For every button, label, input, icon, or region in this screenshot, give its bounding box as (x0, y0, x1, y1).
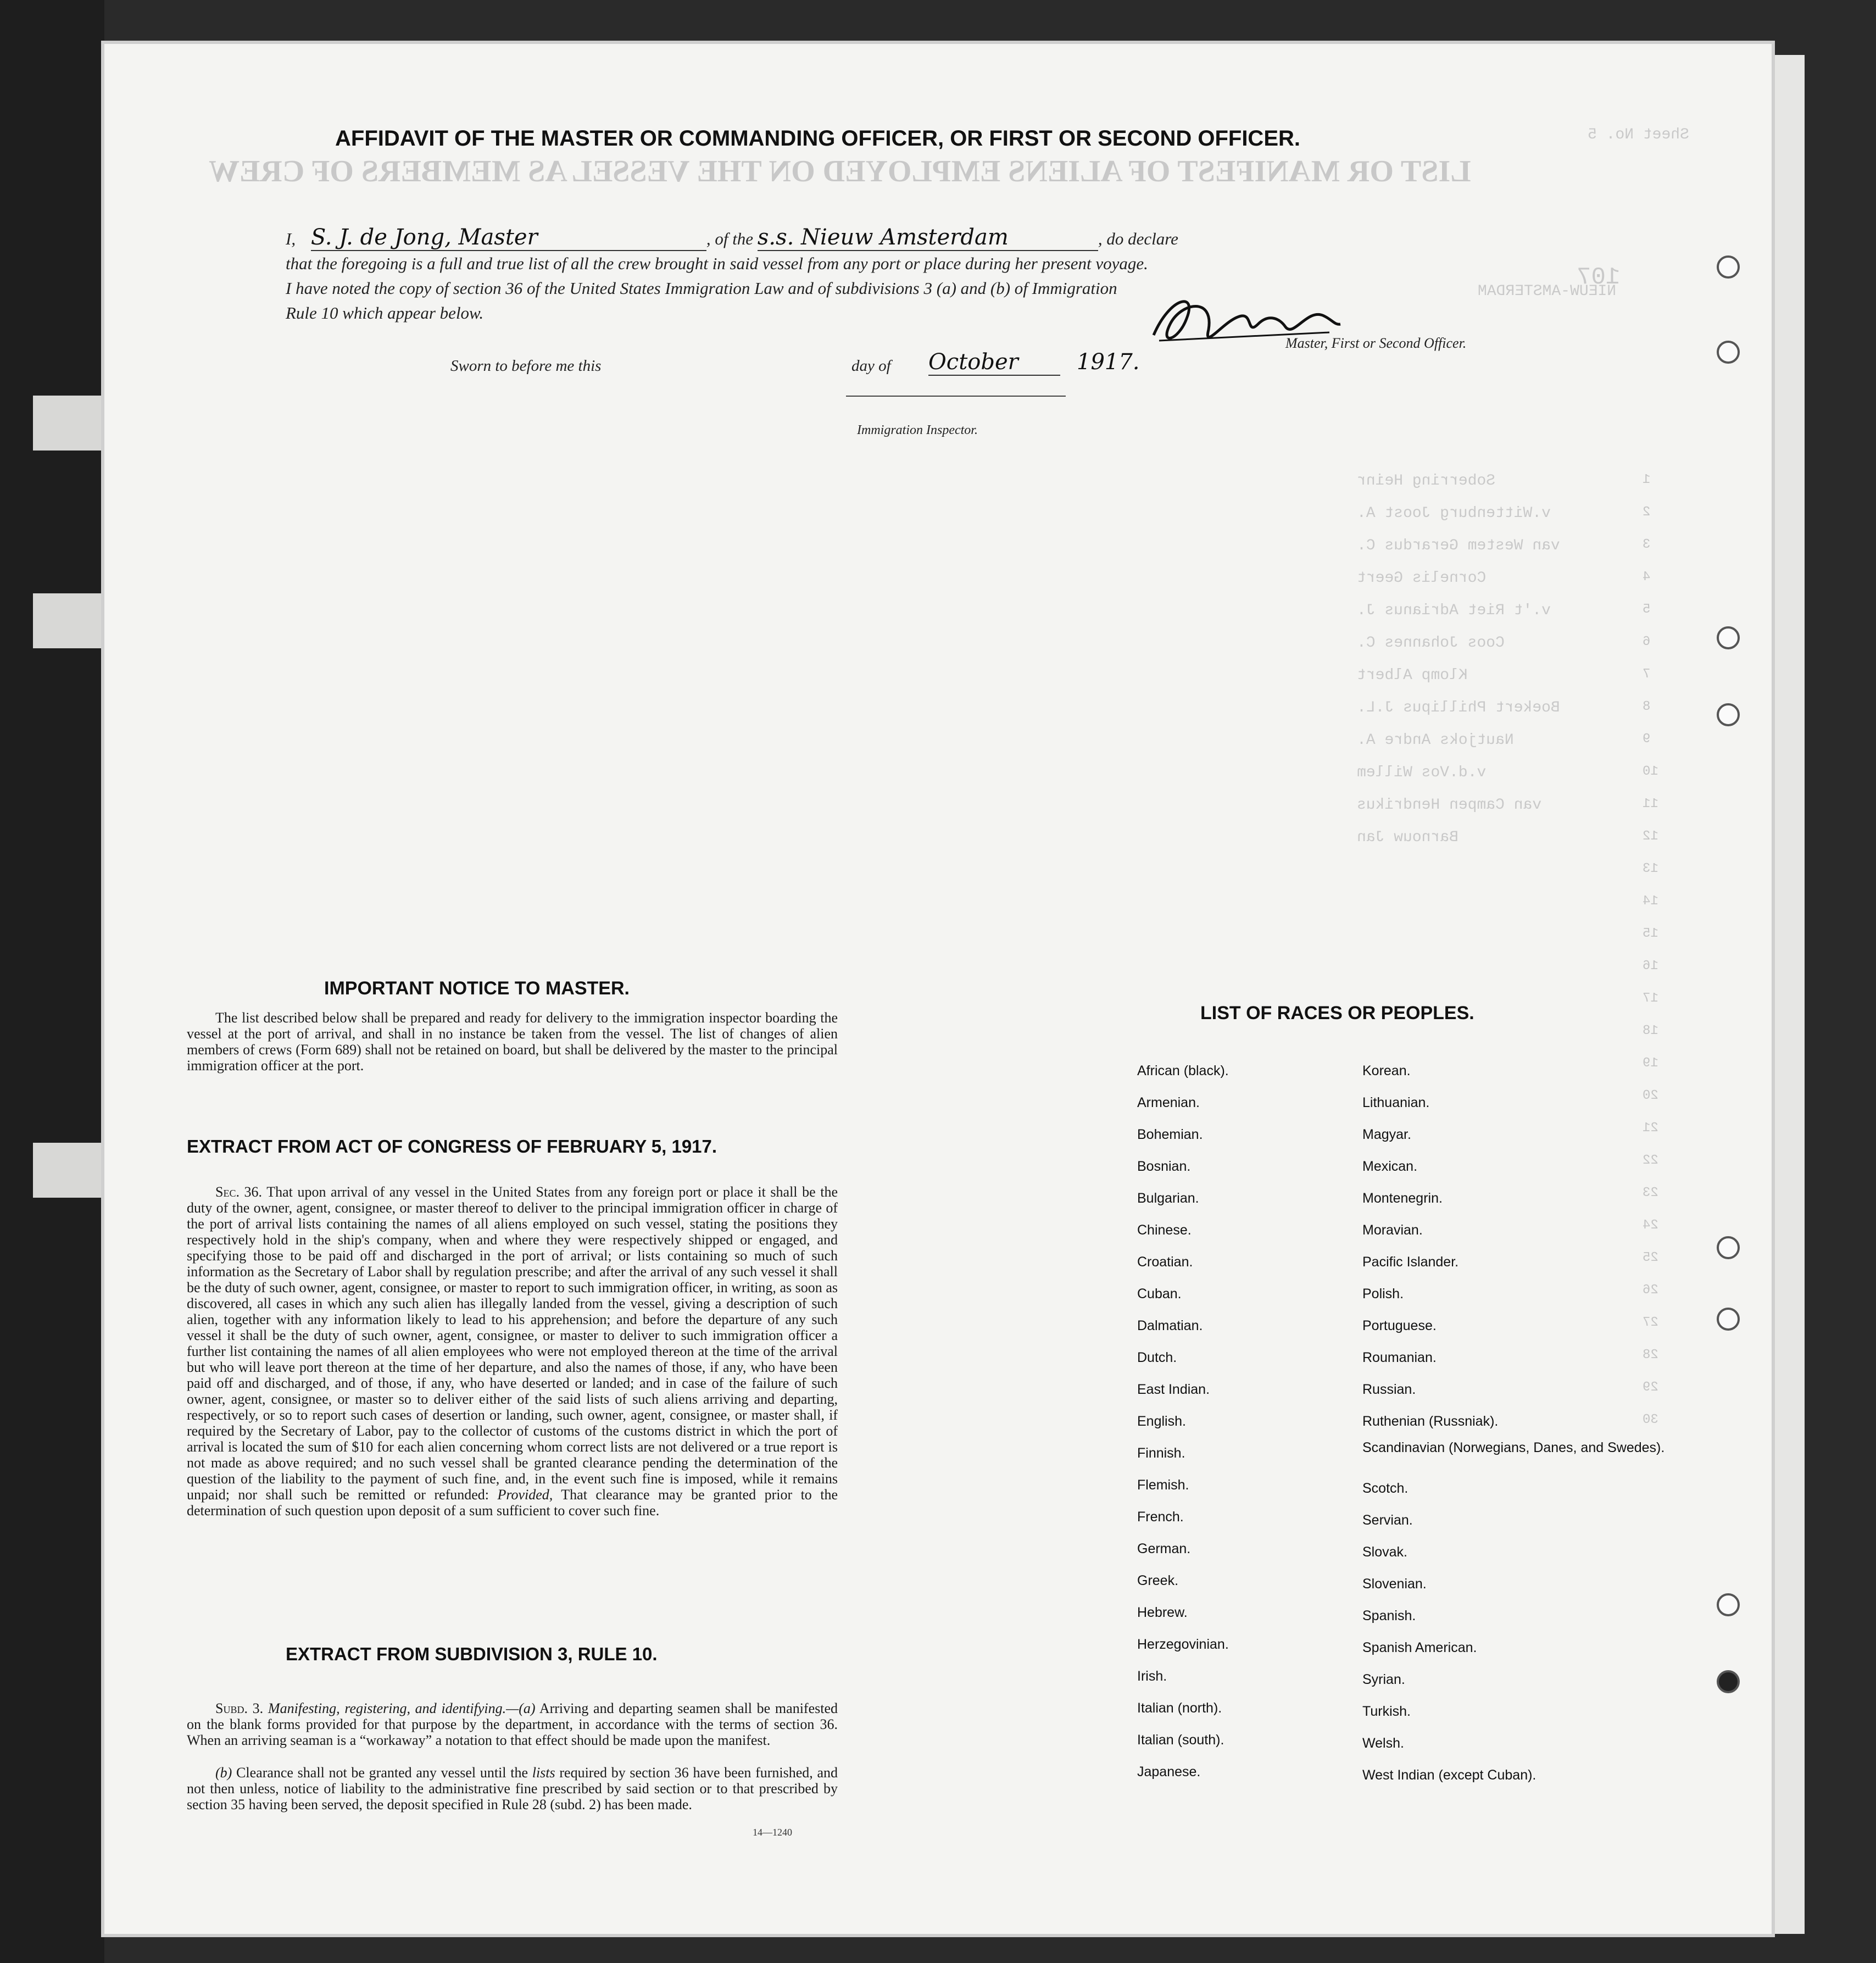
bleed-through-sheet-number: Sheet No. 5 (1588, 126, 1689, 143)
binder-hole (1717, 255, 1740, 279)
clause-b-text-1: Clearance shall not be granted any vessel until the (236, 1765, 528, 1781)
race-item: Russian. (1362, 1382, 1416, 1397)
bleed-row-name: Boekert Phillipus J.L. (1357, 699, 1560, 716)
race-item: Italian (south). (1137, 1732, 1224, 1748)
bleed-row-number: 14 (1643, 894, 1658, 909)
bleed-row-number: 12 (1643, 829, 1658, 844)
binder-hole (1717, 1670, 1740, 1693)
bleed-row-number: 6 (1643, 635, 1651, 649)
binding-tab (33, 593, 104, 648)
master-name-field: S. J. de Jong, Master (311, 225, 706, 251)
binder-hole (1717, 1593, 1740, 1616)
bleed-row-name: Barnouw Jan (1357, 829, 1459, 846)
inspector-signature-line (846, 396, 1066, 397)
affidavit-line-4: Rule 10 which appear below. (286, 303, 484, 322)
race-item: Ruthenian (Russniak). (1362, 1414, 1499, 1429)
clause-a-text: Arriving and departing seamen shall be manifested on the blank forms provided for that purpose by the department, in accordance with the terms of section 36. When an arriving seaman is a “workaway” a notation to that effect should be made upon the manifest. (187, 1700, 838, 1748)
race-item: Irish. (1137, 1669, 1167, 1684)
bleed-row-number: 23 (1643, 1186, 1658, 1200)
race-item: Dalmatian. (1137, 1318, 1203, 1333)
bleed-row-number: 28 (1643, 1348, 1658, 1363)
race-item: Bohemian. (1137, 1127, 1203, 1142)
race-item: Chinese. (1137, 1222, 1192, 1238)
vessel-name-field: s.s. Nieuw Amsterdam (758, 225, 1098, 251)
race-item: Mexican. (1362, 1159, 1418, 1174)
notice-title: IMPORTANT NOTICE TO MASTER. (324, 978, 630, 999)
bleed-row-name: v.'t Riet Adrianus J. (1357, 602, 1551, 619)
race-item: Scandinavian (Norwegians, Danes, and Swedes). (1362, 1440, 1665, 1455)
races-title: LIST OF RACES OR PEOPLES. (1200, 1003, 1474, 1024)
bleed-row-name: Nautjoks Andre A. (1357, 732, 1514, 749)
race-item: Magyar. (1362, 1127, 1411, 1142)
race-item: Servian. (1362, 1512, 1413, 1528)
sworn-text: Sworn to before me this (450, 357, 602, 375)
bleed-through-page-stamp: 107 (1577, 264, 1621, 291)
race-item: Japanese. (1137, 1764, 1201, 1780)
clause-b-label: (b) (215, 1765, 232, 1781)
clause-b-text-2: required by section 36 have been furnished, and not then unless, notice of liability to the administrative fine prescribed by said section or to that prescribed by section 35 having been served, the deposit specified in Rule 28 (subd. 2) has been made. (187, 1765, 838, 1812)
race-item: Bulgarian. (1137, 1191, 1199, 1206)
binding-tab (33, 1143, 104, 1198)
race-item: Slovenian. (1362, 1576, 1427, 1592)
affidavit-line-1 (286, 225, 1566, 251)
bleed-row-name: van Campen Hendrikus (1357, 797, 1542, 814)
bleed-row-number: 16 (1643, 959, 1658, 974)
bleed-row-number: 27 (1643, 1315, 1658, 1330)
page-edge (1772, 55, 1805, 1934)
bleed-row-number: 4 (1643, 570, 1651, 585)
subdivision-heading: Manifesting, registering, and identifying.— (268, 1700, 519, 1716)
provided-text: That clearance may be granted prior to the determination of such question upon deposit of a sum sufficient to cover such fine. (187, 1487, 838, 1519)
bleed-row-number: 15 (1643, 926, 1658, 941)
race-item: Lithuanian. (1362, 1095, 1430, 1110)
affidavit-body (286, 225, 1566, 325)
race-item: Syrian. (1362, 1672, 1405, 1687)
race-item: Flemish. (1137, 1477, 1189, 1493)
race-item: Bosnian. (1137, 1159, 1191, 1174)
bleed-row-name: Cornelis Geert (1357, 570, 1487, 587)
bleed-row-number: 19 (1643, 1056, 1658, 1071)
bleed-row-number: 1 (1643, 472, 1651, 487)
bleed-row-number: 3 (1643, 537, 1651, 552)
bleed-row-name: Coos Johannes C. (1357, 635, 1505, 652)
race-item: Herzegovinian. (1137, 1637, 1229, 1652)
race-item: Portuguese. (1362, 1318, 1437, 1333)
notice-text: The list described below shall be prepared and ready for delivery to the immigration inspector boarding the vessel at the port of arrival, and shall in no instance be taken from the vessel. The list of changes of alien members of crews (Form 689) shall not be retained on board, but shall be delivered by the master to the principal immigration officer at the port. (187, 1010, 838, 1074)
affidavit-i: I, (286, 229, 296, 248)
binder-hole (1717, 1236, 1740, 1259)
affidavit-do-declare: , do declare (1098, 229, 1178, 248)
rule-extract-text-b (187, 1765, 838, 1812)
inspector-label: Immigration Inspector. (857, 423, 978, 437)
races-right-column (1362, 1055, 1665, 1791)
race-item: Armenian. (1137, 1095, 1200, 1110)
affidavit-of-the: , of the (706, 229, 754, 248)
bleed-row-number: 11 (1643, 797, 1658, 811)
race-item: East Indian. (1137, 1382, 1210, 1397)
provided-label: Provided, (497, 1487, 553, 1503)
affidavit-line-2: that the foregoing is a full and true list of all the crew brought in said vessel from any port or place during her present voyage. (286, 254, 1148, 273)
document-page (104, 44, 1772, 1934)
binder-hole (1717, 341, 1740, 364)
affidavit-line-3: I have noted the copy of section 36 of the United States Immigration Law and of subdivisions 3 (a) and (b) of Immigration (286, 279, 1117, 298)
bleed-row-number: 13 (1643, 861, 1658, 876)
bleed-row-number: 8 (1643, 699, 1651, 714)
clause-a-label: (a) (519, 1700, 536, 1716)
bleed-row-number: 29 (1643, 1380, 1658, 1395)
race-item: Finnish. (1137, 1445, 1185, 1461)
bleed-row-name: v.Wittenburg Joost A. (1357, 505, 1551, 522)
bleed-row-number: 24 (1643, 1218, 1658, 1233)
binding-tab (33, 396, 104, 451)
bleed-row-number: 21 (1643, 1121, 1658, 1136)
race-item: Pacific Islander. (1362, 1254, 1459, 1270)
race-item: Roumanian. (1362, 1350, 1437, 1365)
bleed-row-number: 5 (1643, 602, 1651, 617)
bleed-row-number: 18 (1643, 1024, 1658, 1038)
race-item: Italian (north). (1137, 1700, 1222, 1716)
bleed-row-number: 7 (1643, 667, 1651, 682)
bleed-row-name: v.d.Vos Willem (1357, 764, 1487, 781)
race-item: Spanish. (1362, 1608, 1416, 1623)
year-field: 1917. (1077, 349, 1140, 375)
race-item: Moravian. (1362, 1222, 1423, 1238)
binder-hole (1717, 1308, 1740, 1331)
race-item: West Indian (except Cuban). (1362, 1767, 1537, 1783)
race-item: Cuban. (1137, 1286, 1182, 1302)
clause-b-lists: lists (532, 1765, 555, 1781)
race-item: Scotch. (1362, 1481, 1409, 1496)
bleed-through-ship-name: NIEUW-AMSTERDAM (1478, 283, 1617, 300)
bleed-row-name: van Westem Gerardus C. (1357, 537, 1560, 554)
signer-title: Master, First or Second Officer. (1285, 335, 1467, 351)
binder-hole (1717, 703, 1740, 726)
bleed-row-number: 2 (1643, 505, 1651, 520)
month-field: October (928, 349, 1060, 376)
act-extract-text (187, 1184, 838, 1519)
bleed-row-number: 26 (1643, 1283, 1658, 1298)
race-item: Spanish American. (1362, 1640, 1477, 1655)
race-item: Welsh. (1362, 1736, 1404, 1751)
act-extract-title: EXTRACT FROM ACT OF CONGRESS OF FEBRUARY 5, 1917. (187, 1136, 717, 1156)
section-label: Sec. 36. (215, 1184, 263, 1200)
bleed-row-number: 9 (1643, 732, 1651, 747)
scan-left-border (0, 0, 104, 1963)
race-item: Turkish. (1362, 1704, 1411, 1719)
race-item: Dutch. (1137, 1350, 1177, 1365)
race-item: Polish. (1362, 1286, 1404, 1302)
bleed-row-number: 20 (1643, 1088, 1658, 1103)
bleed-row-name: Klomp Albert (1357, 667, 1468, 684)
bleed-through-title: LIST OR MANIFEST OF ALIENS EMPLOYED ON THE VESSEL AS MEMBERS OF CREW (209, 154, 1471, 188)
race-item: French. (1137, 1509, 1184, 1525)
section-36-text: That upon arrival of any vessel in the United States from any foreign port or place it shall be the duty of the owner, agent, consignee, or master thereof to deliver to the principal immigration officer in charge of the port of arrival lists containing the names of all aliens employed on such vessel, stating the positions they respectively hold in the ship's company, when and where they were respectively shipped or engaged, and specifying those to be paid off and discharged in the port of arrival; or lists containing so much of such information as the Secretary of Labor shall by regulation prescribe; and after the arrival of any such vessel it shall be the duty of such owner, agent, consignee, or master to report to such immigration officer, in writing, as soon as discovered, all cases in which any such alien has illegally landed from the vessel, giving a description of such alien, together with any information likely to lead to his apprehension; and before the departure of any such vessel it shall be the duty of such owner, agent, consignee, or master to deliver to such immigration officer a further list containing the names of all alien employees who were not employed thereon at the time of the arrival but who will leave port thereon at the time of her departure, and also the names of those, if any, who have been paid off and discharged, and of those, if any, who have deserted or landed; and in case of the failure of such owner, agent, consignee, or master so to deliver either of the said lists of such aliens arriving and departing, respectively, or so to report such cases of desertion or landing, such owner, agent, consignee, or master shall, if required by the Secretary of Labor, pay to the collector of customs of the customs district in which the port of arrival is located the sum of $10 for each alien concerning whom correct lists are not delivered or a true report is not made as above required; and no such vessel shall be granted clearance pending the determination of the question of the liability to the payment of such fine, and, in the event such fine is imposed, while it remains unpaid; nor shall such be remitted or refunded: (187, 1184, 838, 1503)
race-item: Slovak. (1362, 1544, 1407, 1560)
race-item: Montenegrin. (1362, 1191, 1443, 1206)
race-item: Croatian. (1137, 1254, 1193, 1270)
race-item: Greek. (1137, 1573, 1179, 1588)
bleed-row-number: 25 (1643, 1250, 1658, 1265)
bleed-row-number: 17 (1643, 991, 1658, 1006)
subdivision-label: Subd. 3. (215, 1700, 264, 1716)
races-left-column (1137, 1055, 1229, 1788)
bleed-row-number: 22 (1643, 1153, 1658, 1168)
day-of-text: day of (851, 357, 891, 375)
affidavit-title: AFFIDAVIT OF THE MASTER OR COMMANDING OFFICER, OR FIRST OR SECOND OFFICER. (335, 126, 1300, 151)
rule-extract-text-a (187, 1700, 838, 1748)
race-item: Korean. (1362, 1063, 1411, 1078)
rule-extract-title: EXTRACT FROM SUBDIVISION 3, RULE 10. (286, 1644, 658, 1664)
race-item: German. (1137, 1541, 1191, 1556)
form-number: 14—1240 (753, 1827, 792, 1838)
race-item: African (black). (1137, 1063, 1229, 1078)
binder-hole (1717, 626, 1740, 649)
bleed-row-number: 10 (1643, 764, 1658, 779)
race-item: English. (1137, 1414, 1186, 1429)
bleed-row-name: Soberring Heinr (1357, 472, 1496, 490)
race-item: Hebrew. (1137, 1605, 1188, 1620)
bleed-row-number: 30 (1643, 1413, 1658, 1427)
